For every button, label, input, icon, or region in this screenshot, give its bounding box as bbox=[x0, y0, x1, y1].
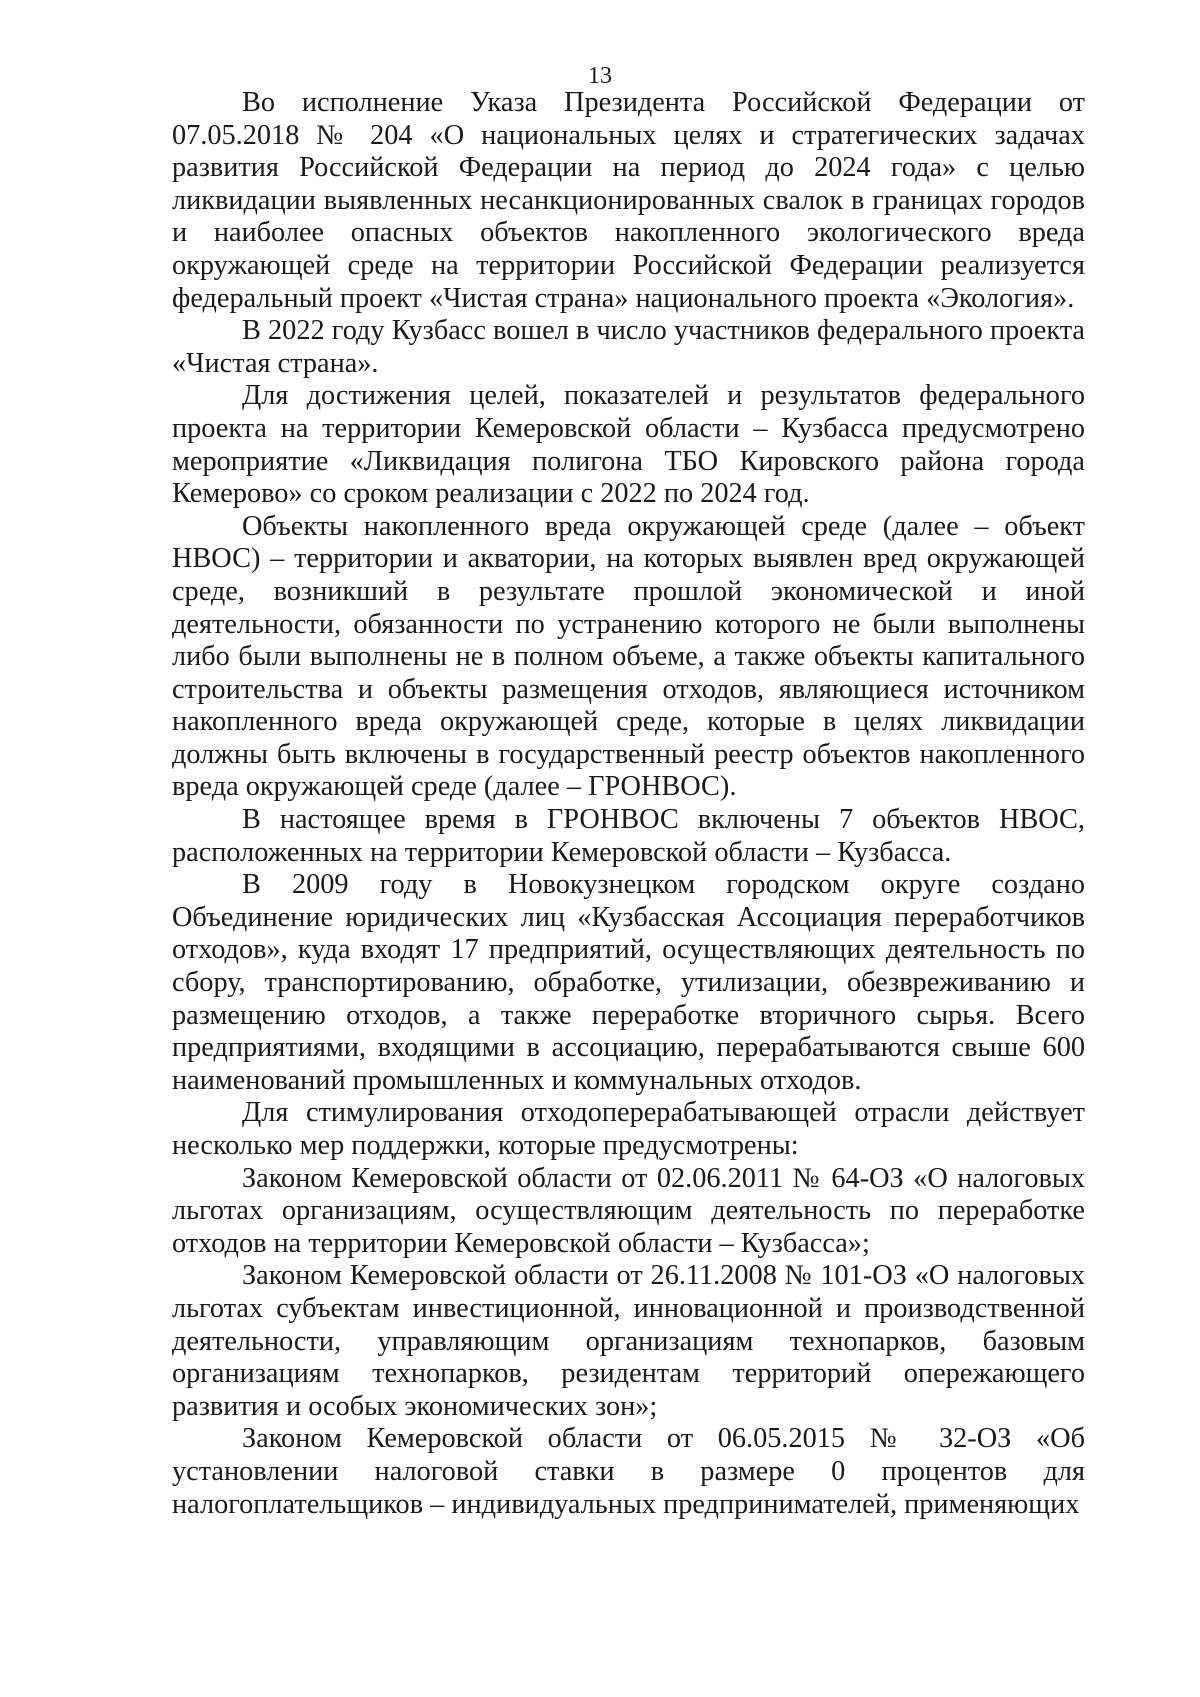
paragraph-landfill-liquidation: Для достижения целей, показателей и результатов федерального проекта на территории Кемеровской области – Кузбасса предусмотрено мероприятие «Ликвидация полигона ТБО Кировского района города Кемерово» со сроком реализации с 2022 по 2024 год. bbox=[172, 380, 1085, 510]
paragraph-kuzbass-joined-project: В 2022 году Кузбасс вошел в число участников федерального проекта «Чистая страна». bbox=[172, 315, 1085, 379]
paragraph-waste-association: В 2009 году в Новокузнецком городском округе создано Объединение юридических лиц «Кузбасская Ассоциация переработчиков отходов», куда входят 17 предприятий, осуществляющих деятельность по сбору, транспортированию, обработке, утилизации, обезвреживанию и размещению отходов, а также переработке вторичного сырья. Всего предприятиями, входящими в ассоциацию, перерабатываются свыше 600 наименований промышленных и коммунальных отходов. bbox=[172, 869, 1085, 1096]
paragraph-support-measures: Для стимулирования отходоперерабатывающей отрасли действует несколько мер поддержки, которые предусмотрены: bbox=[172, 1097, 1085, 1161]
paragraph-law-64-oz: Законом Кемеровской области от 02.06.2011 № 64-ОЗ «О налоговых льготах организациям, осуществляющим деятельность по переработке отходов на территории Кемеровской области – Кузбасса»; bbox=[172, 1162, 1085, 1259]
paragraph-nvos-definition: Объекты накопленного вреда окружающей среде (далее – объект НВОС) – территории и акватории, на которых выявлен вред окружающей среде, возникший в результате прошлой экономической и иной деятельности, обязанности по устранению которого не были выполнены либо были выполнены не в полном объеме, а также объекты капитального строительства и объекты размещения отходов, являющиеся источником накопленного вреда окружающей среде, которые в целях ликвидации должны быть включены в государственный реестр объектов накопленного вреда окружающей среде (далее – ГРОНВОС). bbox=[172, 510, 1085, 803]
paragraph-gronvos-objects: В настоящее время в ГРОНВОС включены 7 объектов НВОС, расположенных на территории Кемеровской области – Кузбасса. bbox=[172, 804, 1085, 868]
paragraph-law-101-oz: Законом Кемеровской области от 26.11.2008 № 101-ОЗ «О налоговых льготах субъектам инвестиционной, инновационной и производственной деятельности, управляющим организациям технопарков, базовым организациям технопарков, резидентам территорий опережающего развития и особых экономических зон»; bbox=[172, 1260, 1085, 1422]
document-body bbox=[172, 87, 1085, 1521]
paragraph-national-goals-decree: Во исполнение Указа Президента Российской Федерации от 07.05.2018 № 204 «О национальных целях и стратегических задачах развития Российской Федерации на период до 2024 года» с целью ликвидации выявленных несанкционированных свалок в границах городов и наиболее опасных объектов накопленного экологического вреда окружающей среде на территории Российской Федерации реализуется федеральный проект «Чистая страна» национального проекта «Экология». bbox=[172, 87, 1085, 314]
paragraph-law-32-oz: Законом Кемеровской области от 06.05.2015 № 32-ОЗ «Об установлении налоговой ставки в размере 0 процентов для налогоплательщиков – индивидуальных предпринимателей, применяющих bbox=[172, 1423, 1085, 1520]
page-number: 13 bbox=[588, 63, 612, 89]
